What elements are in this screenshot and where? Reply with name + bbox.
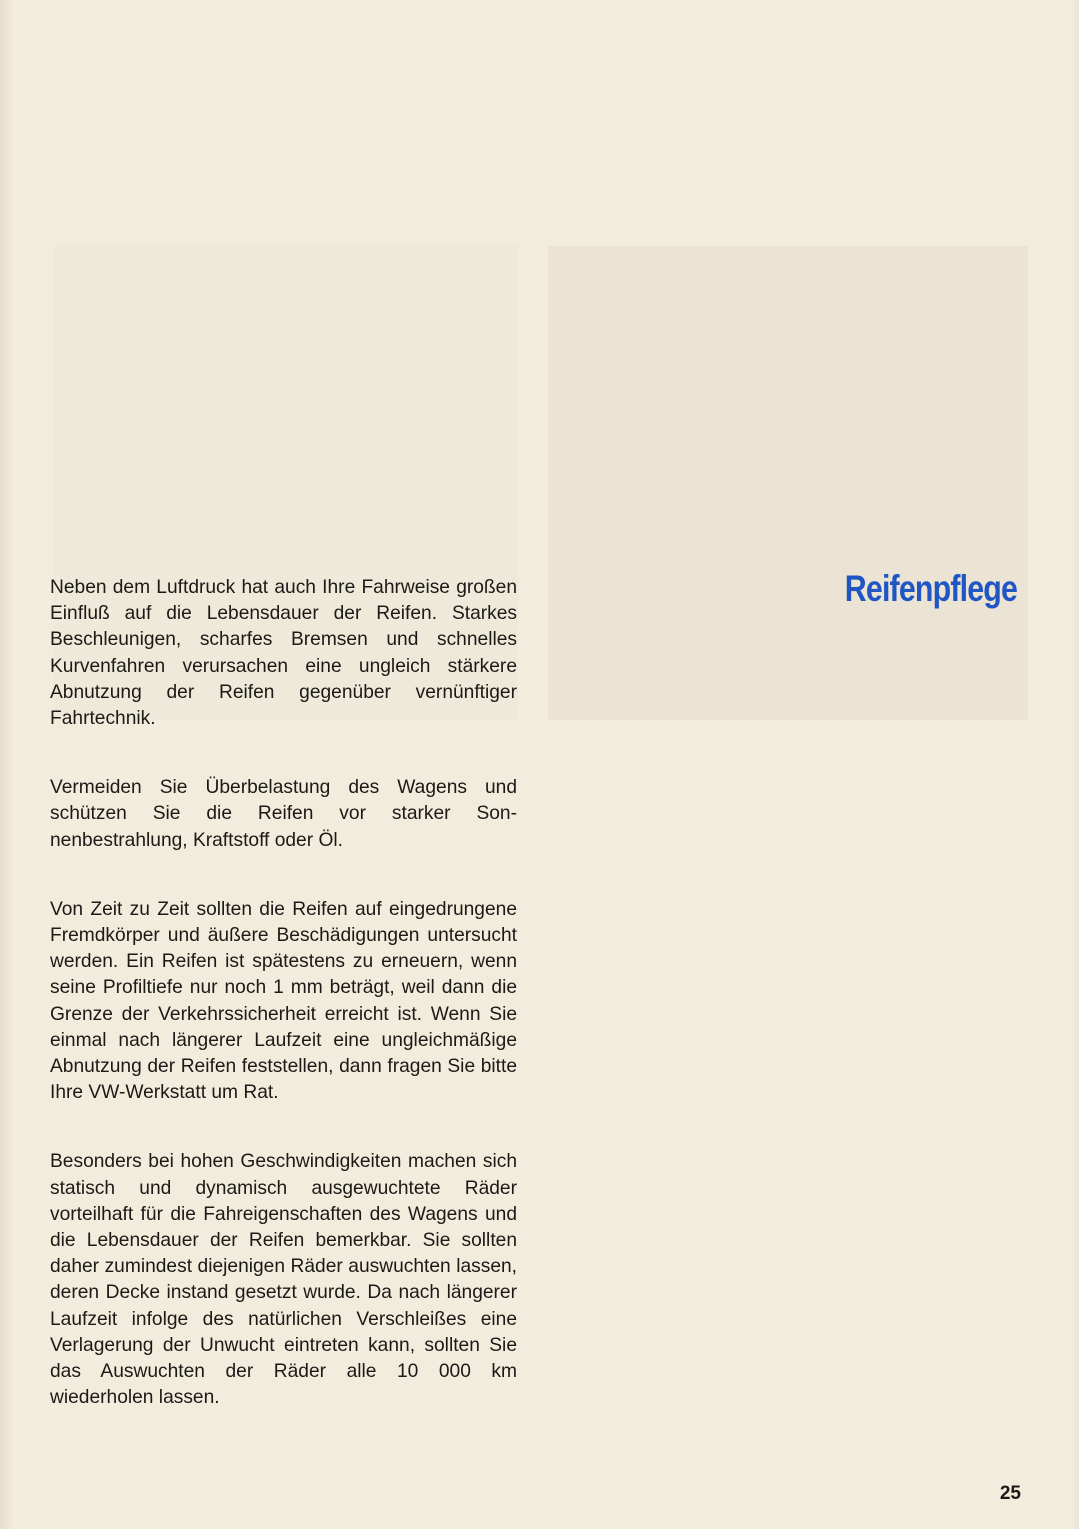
section-title: Reifenpflege: [844, 568, 1017, 609]
paragraph-driving-style: Neben dem Luftdruck hat auch Ihre Fahrweise großen Einfluß auf die Lebensdauer der Reifen. Starkes Beschleunigen, scharfes Bremsen und schnelles Kurvenfahren verursachen eine ungleich stärkere Abnutzung der Reifen gegenüber vernünftiger Fahrtechnik.: [50, 577, 517, 730]
paragraph-balancing: Besonders bei hohen Geschwindigkeiten machen sich statisch und dynamisch ausgewuchtete Räder vorteilhaft für die Fahreigenschaften des Wagens und die Lebensdauer der Reifen bemerkbar. Sie sollten daher zumindest diejenigen Räder auswuchten lassen, deren Decke instand gesetzt wurde. Da nach längerer Laufzeit infolge des natürlichen Verschleißes eine Verlagerung der Unwucht eintreten kann, sollten Sie das Auswuchten der Räder alle 10 000 km wiederholen lassen.: [50, 1151, 517, 1409]
show-through-right: [548, 246, 1028, 720]
paragraph-overload: Vermeiden Sie Überbelastung des Wagens und schützen Sie die Reifen vor starker Sonnenbestrahlung, Kraftstoff oder Öl.: [50, 777, 517, 851]
page-number: 25: [999, 1483, 1021, 1504]
text-column: [50, 575, 517, 1454]
paragraph-inspection: Von Zeit zu Zeit sollten die Reifen auf eingedrungene Fremdkörper und äußere Beschädigungen untersucht werden. Ein Reifen ist spätestens zu erneuern, wenn seine Profiltiefe nur noch 1 mm beträgt, weil dann die Grenze der Verkehrssicherheit erreicht ist. Wenn Sie einmal nach längerer Laufzeit eine ungleichmäßige Abnutzung der Reifen feststellen, dann fragen Sie bitte Ihre VW-Werkstatt um Rat.: [50, 898, 517, 1104]
